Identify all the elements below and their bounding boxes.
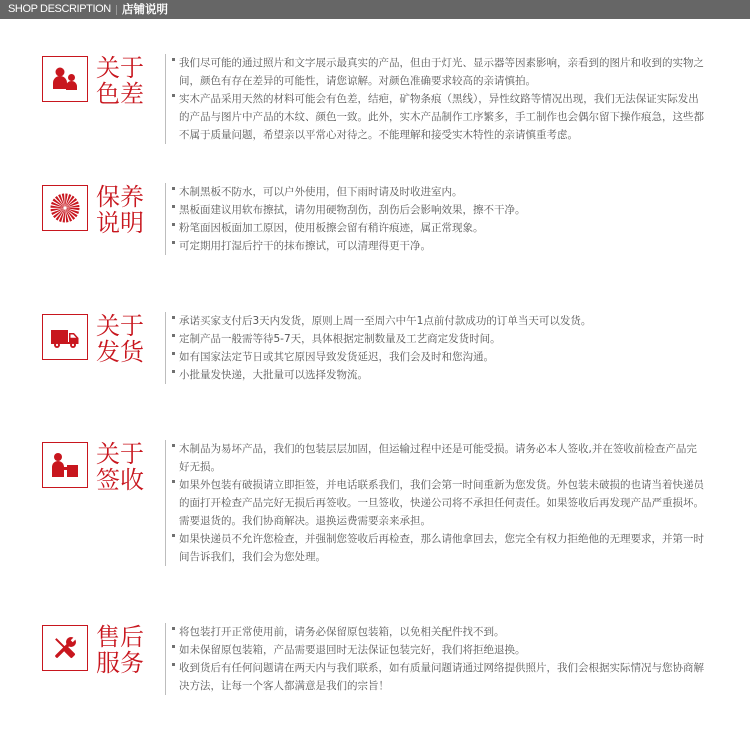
section-title xyxy=(96,313,156,365)
bullet-text-line: 小批量发快递，大批量可以选择发物流。 xyxy=(179,369,368,381)
section-receipt xyxy=(0,440,750,566)
bullet-item xyxy=(172,623,732,641)
header-title-cn: 店铺说明 xyxy=(122,2,168,16)
bullet-item xyxy=(172,366,732,384)
bullet-square-icon xyxy=(172,223,175,226)
section-icon-box xyxy=(42,625,88,671)
section-icon-box xyxy=(42,314,88,360)
bullet-item xyxy=(172,330,732,348)
bullet-item xyxy=(172,641,732,659)
section-content xyxy=(165,440,732,566)
bullet-square-icon xyxy=(172,370,175,373)
page-header xyxy=(0,0,750,19)
section-title-line: 说明 xyxy=(96,209,144,237)
bullet-square-icon xyxy=(172,241,175,244)
bullet-text-line: 间告诉我们，我们会为您处理。 xyxy=(179,551,326,563)
tools-icon xyxy=(50,633,80,663)
bullet-item xyxy=(172,90,732,144)
bullet-text-line: 承诺买家支付后3天内发货，原则上周一至周六中午1点前付款成功的订单当天可以发货。 xyxy=(179,315,592,327)
section-title-line: 关于 xyxy=(96,54,144,82)
bullet-item xyxy=(172,183,732,201)
bullet-square-icon xyxy=(172,352,175,355)
bullet-item xyxy=(172,476,732,530)
bullet-square-icon xyxy=(172,645,175,648)
bullet-text-line: 木制黑板不防水，可以户外使用，但下雨时请及时收进室内。 xyxy=(179,186,463,198)
bullet-text-line: 将包装打开正常使用前，请务必保留原包装箱，以免相关配件找不到。 xyxy=(179,626,505,638)
bullet-text-line: 间，颜色有存在差异的可能性，请您谅解。对颜色准确要求较高的亲请慎拍。 xyxy=(179,75,536,87)
bullet-item xyxy=(172,54,732,90)
bullet-square-icon xyxy=(172,534,175,537)
section-shipping xyxy=(0,312,750,384)
person-with-box-icon xyxy=(50,450,80,480)
section-icon-box xyxy=(42,442,88,488)
bullet-item xyxy=(172,219,732,237)
section-title xyxy=(96,441,156,493)
section-content xyxy=(165,312,732,384)
section-title-line: 服务 xyxy=(96,649,144,677)
section-title-line: 保养 xyxy=(96,183,144,211)
section-icon-box xyxy=(42,56,88,102)
section-title xyxy=(96,184,156,236)
bullet-text-line: 决方法，让每一个客人都满意是我们的宗旨！ xyxy=(179,680,389,692)
bullet-square-icon xyxy=(172,444,175,447)
bullet-square-icon xyxy=(172,187,175,190)
section-title-line: 关于 xyxy=(96,440,144,468)
section-title-line: 签收 xyxy=(96,466,144,494)
bullet-text-line: 的产品与图片中产品的木纹、颜色一致。此外，实木产品制作工序繁多，手工制作也会偶尔留下操作痕急，这些都 xyxy=(179,111,704,123)
bullet-text-line: 黑板面建议用软布擦拭，请勿用硬物刮伤，刮伤后会影响效果，擦不干净。 xyxy=(179,204,526,216)
bullet-item xyxy=(172,237,732,255)
bullet-square-icon xyxy=(172,205,175,208)
bullet-text-line: 不属于质量问题，希望亲以平常心对待之。不能理解和接受实木特性的亲请慎重考虑。 xyxy=(179,129,578,141)
bullet-item xyxy=(172,530,732,566)
bullet-square-icon xyxy=(172,627,175,630)
sunburst-icon xyxy=(50,193,80,223)
people-icon xyxy=(50,64,80,94)
bullet-text-line: 粉笔面因板面加工原因，使用板擦会留有稍许痕迹，属正常现象。 xyxy=(179,222,484,234)
section-content xyxy=(165,54,732,144)
section-title xyxy=(96,624,156,676)
section-after-sales xyxy=(0,623,750,695)
bullet-item xyxy=(172,312,732,330)
bullet-text-line: 可定期用打湿后拧干的抹布擦试，可以清理得更干净。 xyxy=(179,240,431,252)
bullet-text-line: 需要退货的。我们协商解决。退换运费需要亲来承担。 xyxy=(179,515,431,527)
bullet-text-line: 实木产品采用天然的材料可能会有色差，结疤，矿物条痕（黑线），异性纹路等情况出现，我们无法保证实际发出 xyxy=(179,93,699,105)
bullet-text-line: 木制品为易坏产品，我们的包装层层加固，但运输过程中还是可能受损。请务必本人签收,并在签收前检查产品完 xyxy=(179,443,697,455)
bullet-text-line: 如果外包装有破损请立即拒签，并电话联系我们，我们会第一时间重新为您发货。外包装未破损的也请当着快递员 xyxy=(179,479,704,491)
bullet-item xyxy=(172,440,732,476)
section-title-line: 关于 xyxy=(96,312,144,340)
section-title-line: 售后 xyxy=(96,623,144,651)
bullet-square-icon xyxy=(172,334,175,337)
bullet-square-icon xyxy=(172,316,175,319)
section-maintenance xyxy=(0,183,750,255)
section-title-line: 发货 xyxy=(96,338,144,366)
bullet-text-line: 如未保留原包装箱，产品需要退回时无法保证包装完好，我们将拒绝退换。 xyxy=(179,644,526,656)
section-content xyxy=(165,623,732,695)
bullet-item xyxy=(172,201,732,219)
header-title-en: SHOP DESCRIPTION xyxy=(8,3,111,15)
bullet-square-icon xyxy=(172,58,175,61)
header-divider xyxy=(116,5,117,15)
bullet-square-icon xyxy=(172,480,175,483)
section-icon-box xyxy=(42,185,88,231)
bullet-text-line: 定制产品一般需等待5-7天，具体根据定制数量及工艺商定发货时间。 xyxy=(179,333,501,345)
section-color-difference xyxy=(0,54,750,144)
section-title xyxy=(96,55,156,107)
bullet-text-line: 我们尽可能的通过照片和文字展示最真实的产品，但由于灯光、显示器等因素影响，亲看到的图片和收到的实物之 xyxy=(179,57,704,69)
bullet-text-line: 好无损。 xyxy=(179,461,221,473)
bullet-square-icon xyxy=(172,94,175,97)
bullet-square-icon xyxy=(172,663,175,666)
bullet-text-line: 收到货后有任何问题请在两天内与我们联系，如有质量问题请通过网络提供照片，我们会根据实际情况与您协商解 xyxy=(179,662,704,674)
bullet-item xyxy=(172,348,732,366)
section-title-line: 色差 xyxy=(96,80,144,108)
bullet-text-line: 的面打开检查产品完好无损后再签收。一旦签收，快递公司将不承担任何责任。如果签收后再发现产品严重损坏。 xyxy=(179,497,704,509)
bullet-text-line: 如有国家法定节日或其它原因导致发货延迟，我们会及时和您沟通。 xyxy=(179,351,494,363)
truck-icon xyxy=(50,322,80,352)
section-content xyxy=(165,183,732,255)
bullet-item xyxy=(172,659,732,695)
bullet-text-line: 如果快递员不允许您检查，并强制您签收后再检查，那么请他拿回去，您完全有权力拒绝他的无理要求，并第一时 xyxy=(179,533,704,545)
